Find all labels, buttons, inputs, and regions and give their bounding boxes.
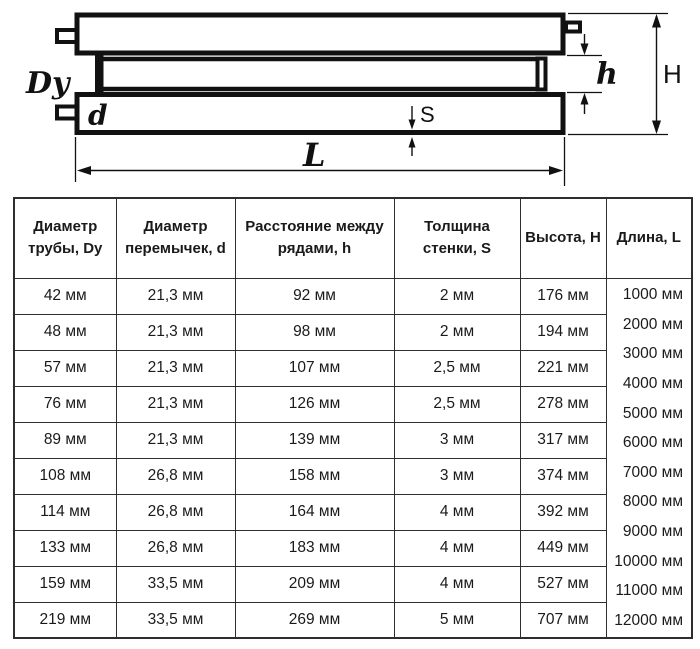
label-H: H (663, 59, 682, 89)
table-cell: 2,5 мм (394, 350, 520, 386)
table-cell: 21,3 мм (116, 350, 235, 386)
table-cell: 21,3 мм (116, 314, 235, 350)
table-cell: 33,5 мм (116, 602, 235, 638)
table-cell: 48 мм (14, 314, 116, 350)
table-cell: 26,8 мм (116, 458, 235, 494)
right-jumper (538, 59, 546, 90)
table-header-row (14, 198, 692, 278)
table-cell: 707 мм (520, 602, 606, 638)
table-row (14, 566, 692, 602)
table-cell: 2 мм (394, 278, 520, 314)
table-cell: 4 мм (394, 566, 520, 602)
header-row-spacing: Расстояние между рядами, h (235, 198, 394, 278)
table-row (14, 278, 692, 314)
table-cell: 57 мм (14, 350, 116, 386)
table-cell: 4 мм (394, 494, 520, 530)
table-cell: 159 мм (14, 566, 116, 602)
table-cell: 278 мм (520, 386, 606, 422)
dimension-H (652, 14, 661, 134)
table-cell: 5 мм (394, 602, 520, 638)
bottom-pipe (77, 95, 563, 133)
table-cell: 92 мм (235, 278, 394, 314)
length-option: 7000 мм (622, 463, 683, 481)
table-row (14, 530, 692, 566)
table-cell: 42 мм (14, 278, 116, 314)
top-right-stub (566, 23, 580, 32)
table-cell: 2,5 мм (394, 386, 520, 422)
table-cell: 219 мм (14, 602, 116, 638)
table-cell: 164 мм (235, 494, 394, 530)
left-jumper (95, 53, 104, 92)
header-wall-thickness: Толщина стенки, S (394, 198, 520, 278)
label-Dy: Dy (26, 66, 70, 101)
table-cell: 21,3 мм (116, 386, 235, 422)
top-pipe (77, 15, 563, 53)
top-left-stub (57, 30, 77, 42)
table-cell: 183 мм (235, 530, 394, 566)
table-row (14, 314, 692, 350)
table-row (14, 494, 692, 530)
length-option: 10000 мм (614, 552, 683, 570)
table-cell: 139 мм (235, 422, 394, 458)
table-cell: 108 мм (14, 458, 116, 494)
table-cell: 221 мм (520, 350, 606, 386)
table-cell: 158 мм (235, 458, 394, 494)
table-cell: 194 мм (520, 314, 606, 350)
length-option: 2000 мм (622, 315, 683, 333)
table-row (14, 386, 692, 422)
register-drawing-svg (0, 0, 700, 197)
length-options-cell (606, 278, 692, 638)
register-drawing (0, 0, 700, 197)
table-cell: 527 мм (520, 566, 606, 602)
table-cell: 98 мм (235, 314, 394, 350)
label-S: S (420, 102, 435, 127)
table-cell: 33,5 мм (116, 566, 235, 602)
table-cell: 392 мм (520, 494, 606, 530)
length-option: 3000 мм (622, 345, 683, 363)
table-cell: 21,3 мм (116, 422, 235, 458)
table-cell: 126 мм (235, 386, 394, 422)
label-d: d (88, 99, 108, 132)
table-cell: 89 мм (14, 422, 116, 458)
table-cell: 107 мм (235, 350, 394, 386)
middle-pipe (99, 59, 544, 89)
table-cell: 114 мм (14, 494, 116, 530)
label-L: L (303, 136, 326, 174)
length-option: 1000 мм (622, 286, 683, 304)
length-option: 9000 мм (622, 522, 683, 540)
table-cell: 133 мм (14, 530, 116, 566)
header-height: Высота, H (520, 198, 606, 278)
header-jumper-diameter: Диаметр перемычек, d (116, 198, 235, 278)
table-cell: 317 мм (520, 422, 606, 458)
table-row (14, 350, 692, 386)
dimension-h (581, 34, 589, 114)
table-cell: 449 мм (520, 530, 606, 566)
table-cell: 3 мм (394, 422, 520, 458)
length-option: 4000 мм (622, 374, 683, 392)
register-spec-table (13, 197, 693, 639)
length-option: 12000 мм (614, 611, 683, 629)
table-cell: 269 мм (235, 602, 394, 638)
table-row (14, 458, 692, 494)
table-cell: 76 мм (14, 386, 116, 422)
table-cell: 21,3 мм (116, 278, 235, 314)
table-cell: 209 мм (235, 566, 394, 602)
length-option: 6000 мм (622, 434, 683, 452)
table-cell: 374 мм (520, 458, 606, 494)
table-cell: 176 мм (520, 278, 606, 314)
table-cell: 3 мм (394, 458, 520, 494)
table-cell: 26,8 мм (116, 530, 235, 566)
table-cell: 4 мм (394, 530, 520, 566)
table-cell: 26,8 мм (116, 494, 235, 530)
length-option: 11000 мм (615, 582, 683, 600)
table-row (14, 422, 692, 458)
table-row (14, 602, 692, 638)
header-pipe-diameter: Диаметр трубы, Dy (14, 198, 116, 278)
header-length: Длина, L (606, 198, 692, 278)
bottom-left-stub (57, 107, 77, 119)
table-cell: 2 мм (394, 314, 520, 350)
length-option: 8000 мм (622, 493, 683, 511)
label-h: h (596, 57, 618, 92)
length-option: 5000 мм (622, 404, 683, 422)
